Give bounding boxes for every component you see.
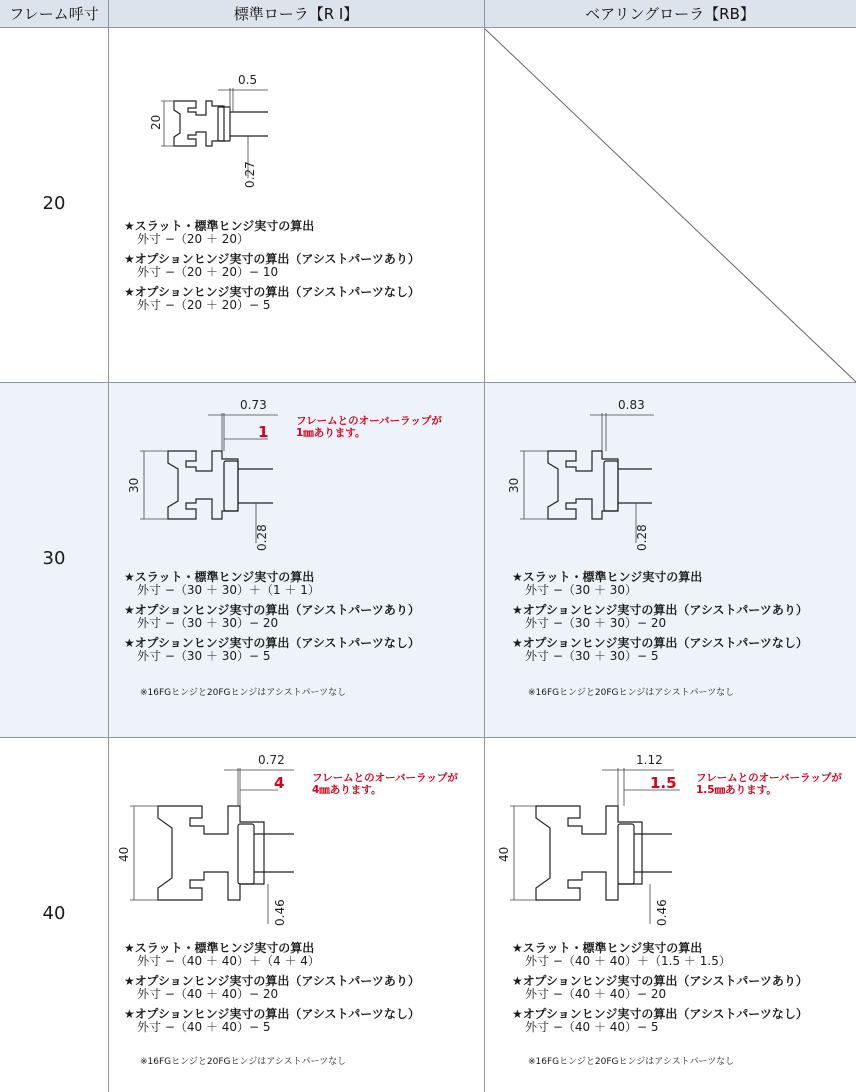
calc-formula: 外寸 −（40 ＋ 40）− 20 bbox=[137, 987, 279, 1001]
calc-heading: ★オプションヒンジ実寸の算出（アシストパーツあり） bbox=[124, 252, 420, 266]
assist-parts-note: ※16FGヒンジと20FGヒンジはアシストパーツなし bbox=[528, 688, 735, 698]
overlap-note-line: 4㎜あります。 bbox=[312, 784, 382, 796]
dim-top: 0.73 bbox=[240, 398, 267, 412]
calc-heading: ★スラット・標準ヒンジ実寸の算出 bbox=[512, 570, 703, 584]
calc-block-ri-30 bbox=[124, 571, 420, 670]
frame-size-label: 40 bbox=[42, 903, 66, 924]
profile-drawing-rb-30 bbox=[484, 383, 856, 558]
overlap-note-line: フレームとのオーバーラップが bbox=[312, 772, 458, 784]
profile-drawing-ri-30 bbox=[108, 383, 484, 558]
assist-parts-note: ※16FGヒンジと20FGヒンジはアシストパーツなし bbox=[528, 1057, 735, 1067]
calc-formula: 外寸 −（20 ＋ 20）− 10 bbox=[137, 265, 279, 279]
assist-parts-note: ※16FGヒンジと20FGヒンジはアシストパーツなし bbox=[140, 1057, 347, 1067]
calc-formula: 外寸 −（40 ＋ 40）− 5 bbox=[137, 1020, 271, 1034]
column-divider bbox=[484, 0, 485, 1092]
dim-height: 20 bbox=[149, 114, 163, 130]
calc-heading: ★オプションヒンジ実寸の算出（アシストパーツなし） bbox=[512, 636, 808, 650]
calc-heading: ★オプションヒンジ実寸の算出（アシストパーツなし） bbox=[124, 285, 420, 299]
calc-formula: 外寸 −（30 ＋ 30） bbox=[525, 583, 638, 597]
dim-height: 30 bbox=[507, 477, 521, 493]
calc-heading: ★スラット・標準ヒンジ実寸の算出 bbox=[124, 570, 315, 584]
calc-heading: ★スラット・標準ヒンジ実寸の算出 bbox=[124, 219, 315, 233]
dim-bottom: 0.28 bbox=[255, 524, 269, 551]
dim-bottom: 0.27 bbox=[243, 161, 257, 188]
calc-heading: ★スラット・標準ヒンジ実寸の算出 bbox=[512, 941, 703, 955]
calc-formula: 外寸 −（30 ＋ 30）− 20 bbox=[525, 616, 667, 630]
profile-drawing-rb-40 bbox=[484, 738, 856, 938]
overlap-value: 1 bbox=[258, 423, 269, 441]
calc-heading: ★オプションヒンジ実寸の算出（アシストパーツなし） bbox=[124, 636, 420, 650]
calc-heading: ★オプションヒンジ実寸の算出（アシストパーツなし） bbox=[124, 1007, 420, 1021]
overlap-note-line: 1.5㎜あります。 bbox=[696, 784, 777, 796]
dim-height: 30 bbox=[127, 477, 141, 493]
calc-heading: ★スラット・標準ヒンジ実寸の算出 bbox=[124, 941, 315, 955]
calc-formula: 外寸 −（30 ＋ 30）＋（1 ＋ 1） bbox=[137, 583, 320, 597]
calc-block-rb-40 bbox=[512, 942, 808, 1041]
calc-formula: 外寸 −（30 ＋ 30）− 5 bbox=[525, 649, 659, 663]
calc-formula: 外寸 −（20 ＋ 20）− 5 bbox=[137, 298, 271, 312]
header-bearing-roller: ベアリングローラ【RB】 bbox=[484, 0, 856, 28]
header-frame-size: フレーム呼寸 bbox=[0, 0, 108, 28]
dim-top: 0.83 bbox=[618, 398, 645, 412]
calc-block-rb-30 bbox=[512, 571, 808, 670]
calc-heading: ★オプションヒンジ実寸の算出（アシストパーツなし） bbox=[512, 1007, 808, 1021]
profile-drawing-ri-40 bbox=[108, 738, 484, 938]
overlap-value: 1.5 bbox=[650, 774, 677, 792]
calc-formula: 外寸 −（40 ＋ 40）＋（1.5 ＋ 1.5） bbox=[525, 954, 731, 968]
overlap-note bbox=[296, 415, 442, 439]
overlap-value: 4 bbox=[274, 774, 285, 792]
dim-height: 40 bbox=[117, 846, 131, 862]
row-size-20 bbox=[0, 28, 856, 383]
calc-block-ri-20 bbox=[124, 220, 420, 319]
calc-heading: ★オプションヒンジ実寸の算出（アシストパーツあり） bbox=[124, 603, 420, 617]
calc-block-ri-40 bbox=[124, 942, 420, 1041]
header-standard-roller: 標準ローラ【R I】 bbox=[108, 0, 484, 28]
overlap-note bbox=[696, 772, 842, 796]
frame-size-label: 30 bbox=[42, 548, 66, 569]
overlap-note bbox=[312, 772, 458, 796]
overlap-note-line: フレームとのオーバーラップが bbox=[696, 772, 842, 784]
frame-size-label: 20 bbox=[42, 193, 66, 214]
profile-drawing-ri-20 bbox=[108, 28, 484, 218]
column-divider bbox=[108, 0, 109, 1092]
calc-formula: 外寸 −（30 ＋ 30）− 20 bbox=[137, 616, 279, 630]
row-size-40 bbox=[0, 738, 856, 1092]
overlap-note-line: フレームとのオーバーラップが bbox=[296, 415, 442, 427]
assist-parts-note: ※16FGヒンジと20FGヒンジはアシストパーツなし bbox=[140, 688, 347, 698]
not-applicable-diagonal bbox=[484, 28, 856, 383]
calc-heading: ★オプションヒンジ実寸の算出（アシストパーツあり） bbox=[512, 603, 808, 617]
dim-top: 0.5 bbox=[238, 73, 258, 87]
calc-formula: 外寸 −（40 ＋ 40）− 5 bbox=[525, 1020, 659, 1034]
calc-heading: ★オプションヒンジ実寸の算出（アシストパーツあり） bbox=[512, 974, 808, 988]
dim-top: 0.72 bbox=[258, 753, 285, 767]
calc-formula: 外寸 −（30 ＋ 30）− 5 bbox=[137, 649, 271, 663]
dim-top: 1.12 bbox=[636, 753, 663, 767]
calc-formula: 外寸 −（40 ＋ 40）＋（4 ＋ 4） bbox=[137, 954, 320, 968]
dim-bottom: 0.28 bbox=[635, 524, 649, 551]
dim-bottom: 0.46 bbox=[655, 899, 669, 926]
dim-bottom: 0.46 bbox=[273, 899, 287, 926]
calc-heading: ★オプションヒンジ実寸の算出（アシストパーツあり） bbox=[124, 974, 420, 988]
calc-formula: 外寸 −（40 ＋ 40）− 20 bbox=[525, 987, 667, 1001]
row-size-30 bbox=[0, 383, 856, 738]
overlap-note-line: 1㎜あります。 bbox=[296, 427, 366, 439]
calc-formula: 外寸 −（20 ＋ 20） bbox=[137, 232, 250, 246]
dim-height: 40 bbox=[497, 846, 511, 862]
